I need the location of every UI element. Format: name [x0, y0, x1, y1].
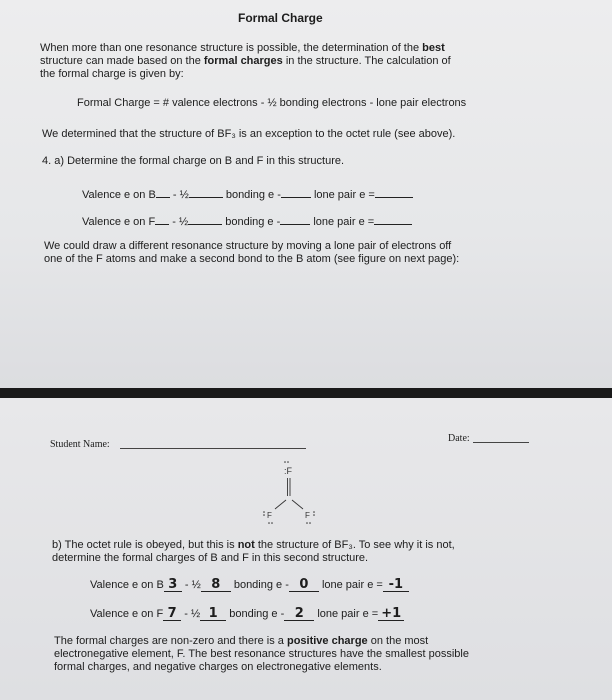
blank-valence-f[interactable]	[155, 214, 169, 225]
lone-pair-dot	[309, 522, 311, 524]
question-b-line-2: determine the formal charges of B and F in this second structure.	[52, 552, 369, 564]
blank-bonding-b[interactable]	[189, 187, 223, 198]
answer-charge-b[interactable]: -1	[383, 579, 409, 592]
resonance-text-2: one of the F atoms and make a second bond to the B atom (see figure on next page):	[44, 253, 460, 265]
conclusion-line-1: The formal charges are non-zero and there is a positive charge on the most	[54, 635, 429, 647]
lone-pair-dot	[268, 522, 270, 524]
formal-charge-formula: Formal Charge = # valence electrons - ½ bonding electrons - lone pair electrons	[77, 97, 467, 109]
answer-row-b: Valence e on B 3 - ½ 8 bonding e - 0 lone pair e = -1	[90, 579, 409, 592]
lone-pair-dot	[287, 461, 289, 463]
intro-line-3: the formal charge is given by:	[40, 68, 184, 80]
answer-valence-b[interactable]: 3	[164, 579, 182, 592]
blank-bonding-f[interactable]	[188, 214, 222, 225]
bf3-resonance-structure	[258, 460, 320, 528]
date-label: Date:	[448, 433, 470, 444]
page-title: Formal Charge	[238, 11, 323, 25]
lone-pair-dot	[306, 522, 308, 524]
lone-pair-dot	[263, 514, 265, 516]
student-name-line[interactable]	[120, 448, 306, 449]
conclusion-line-2: electronegative element, F. The best resonance structures have the smallest possible	[54, 648, 469, 660]
answer-bonding-b[interactable]: 8	[201, 579, 231, 592]
structure-atom-top-f: :F	[284, 466, 292, 476]
blank-lone-b[interactable]	[281, 187, 311, 198]
answer-row-f: Valence e on F 7 - ½ 1 bonding e - 2 lone pair e = +1	[90, 608, 404, 621]
student-name-label: Student Name:	[50, 439, 110, 450]
lone-pair-dot	[271, 522, 273, 524]
question-4a: 4. a) Determine the formal charge on B and F in this structure.	[42, 155, 345, 167]
blank-charge-b[interactable]	[375, 187, 413, 198]
single-bond-right	[292, 500, 303, 509]
lone-pair-dot	[263, 511, 265, 513]
answer-lone-b[interactable]: 0	[289, 579, 319, 592]
blank-valence-b[interactable]	[156, 187, 170, 198]
resonance-text-1: We could draw a different resonance structure by moving a lone pair of electrons off	[44, 240, 452, 252]
date-line[interactable]	[473, 442, 529, 443]
blank-charge-f[interactable]	[374, 214, 412, 225]
worksheet-page-2	[0, 398, 612, 700]
structure-atom-left-f: F	[267, 511, 272, 520]
formula-row-f: Valence e on F - ½ bonding e - lone pair e =	[82, 214, 412, 229]
answer-valence-f[interactable]: 7	[163, 608, 181, 621]
answer-bonding-f[interactable]: 1	[200, 608, 226, 621]
lone-pair-dot	[284, 461, 286, 463]
lone-pair-dot	[313, 514, 315, 516]
intro-line-1: When more than one resonance structure is possible, the determination of the best	[40, 42, 445, 54]
intro-line-2: structure can made based on the formal charges in the structure. The calculation of	[40, 55, 451, 67]
structure-atom-right-f: F	[305, 511, 310, 520]
bf3-statement: We determined that the structure of BF₃ is an exception to the octet rule (see above).	[42, 128, 456, 140]
conclusion-line-3: formal charges, and negative charges on electronegative elements.	[54, 661, 382, 673]
answer-lone-f[interactable]: 2	[284, 608, 314, 621]
lone-pair-dot	[313, 511, 315, 513]
answer-charge-f[interactable]: +1	[378, 608, 404, 621]
single-bond-left	[275, 500, 286, 509]
blank-lone-f[interactable]	[280, 214, 310, 225]
question-b-line-1: b) The octet rule is obeyed, but this is not the structure of BF₃. To see why it is not,	[52, 539, 455, 551]
formula-row-b: Valence e on B - ½ bonding e - lone pair e =	[82, 187, 413, 202]
